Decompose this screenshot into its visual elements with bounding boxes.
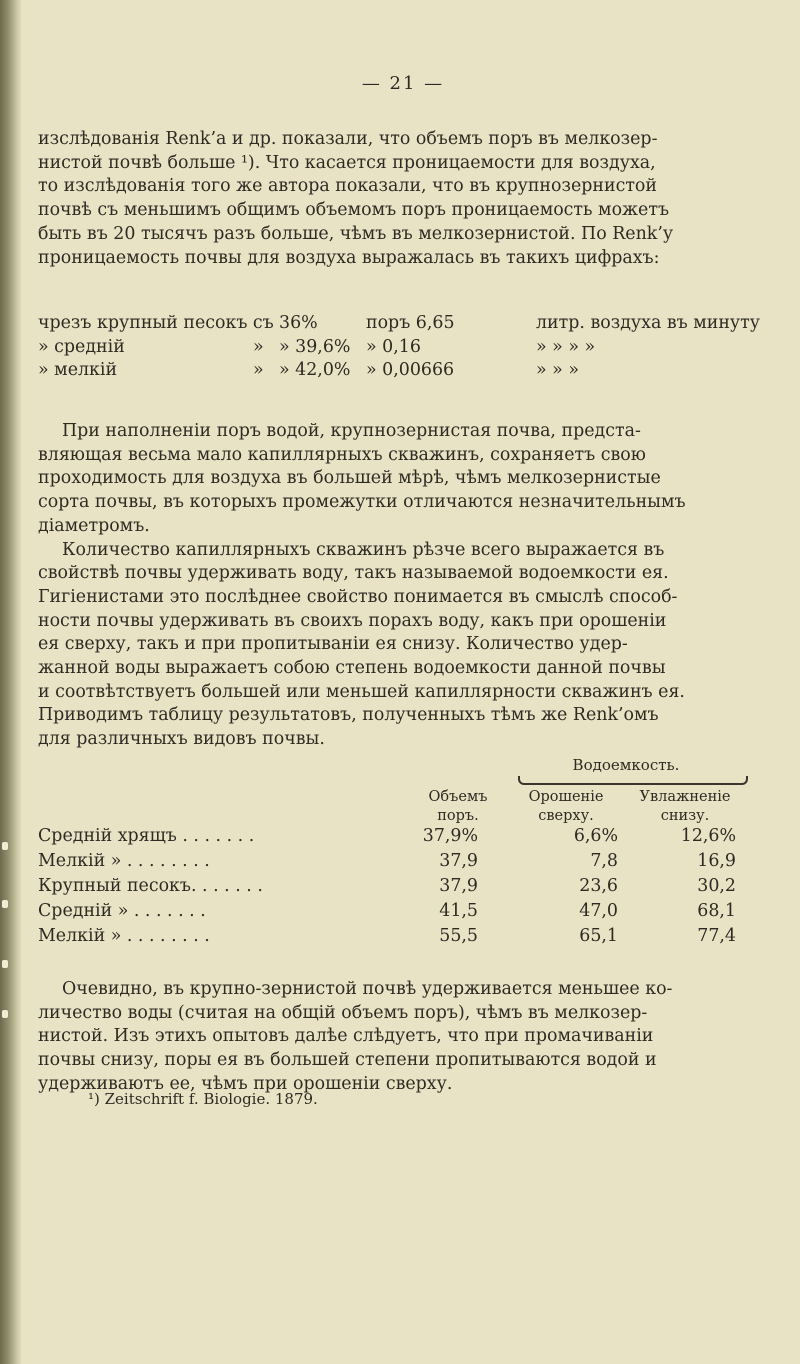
permeability-row (38, 312, 768, 336)
text-line: почвы снизу, поры ея въ большей степени пропитываются водой и (38, 1050, 657, 1071)
spine-mark (2, 960, 8, 968)
text-line: нистой. Изъ этихъ опытовъ далѣе слѣдуетъ, что при промачиваніи (38, 1026, 654, 1047)
header-line: сверху. (538, 808, 594, 824)
water-capacity-table (38, 754, 748, 949)
text-line: Очевидно, въ крупно-зернистой почвѣ удерживается меньшее ко- (62, 979, 673, 999)
text-line: Гигіенистами это послѣднее свойство понимается въ смыслѣ способ- (38, 586, 678, 607)
column-header-pores (408, 788, 508, 826)
header-line: поръ. (437, 808, 479, 824)
soil-name: Крупный песокъ. . . . . . . (38, 875, 263, 896)
header-line: Орошеніе (528, 789, 604, 805)
soil-name: Средній » . . . . . . . (38, 900, 206, 921)
header-line: Увлажненіе (639, 789, 731, 805)
text-line: то изслѣдованія того же автора показали, что въ крупнозернистой (38, 176, 657, 197)
air-volume: » 0,16 (366, 336, 421, 357)
table-row (38, 824, 748, 849)
column-header-top (510, 788, 622, 826)
bottom-value: 16,9 (697, 850, 736, 871)
soil-name: Мелкій » . . . . . . . . (38, 850, 210, 871)
text-line: и соотвѣтствуетъ большей или меньшей капиллярности скважинъ ея. (38, 681, 685, 702)
air-volume: » 0,00666 (366, 360, 455, 380)
unit-text: литр. воздуха въ минуту (536, 313, 761, 333)
table-row (38, 924, 748, 949)
pores-value: 37,9 (439, 850, 478, 871)
text-line: нистой почвѣ больше ¹). Что касается проницаемости для воздуха, (38, 152, 656, 173)
text-line: вляющая весьма мало капиллярныхъ скважинъ, сохраняетъ свою (38, 444, 646, 465)
spine-mark (2, 1010, 8, 1018)
permeability-list (38, 312, 768, 383)
pores-value: 37,9 (439, 875, 478, 896)
pore-percent: » 42,0% (279, 360, 351, 380)
pore-percent: » 39,6% (279, 336, 351, 357)
text-line: ея сверху, такъ и при пропитываніи ея снизу. Количество удер- (38, 634, 628, 655)
soil-label: » мелкій (38, 360, 118, 380)
top-value: 6,6% (573, 825, 618, 846)
ditto-mark (253, 312, 279, 336)
header-line: снизу. (660, 808, 710, 824)
bottom-value: 30,2 (697, 875, 736, 896)
text-line: почвѣ съ меньшимъ общимъ объемомъ поръ проницаемость можетъ (38, 200, 670, 221)
soil-label: » средній (38, 336, 125, 357)
brace-line (518, 776, 748, 785)
table-header (38, 754, 748, 824)
ditto-mark: » (253, 336, 264, 357)
text-line: Количество капиллярныхъ скважинъ рѣзче всего выражается въ (62, 539, 665, 560)
top-value: 65,1 (579, 925, 618, 946)
text-line: изслѣдованія Renk’а и др. показали, что объемъ поръ въ мелкозер- (38, 129, 658, 149)
footnote: ¹) Zeitschrift f. Biologie. 1879. (88, 1090, 318, 1108)
paragraph-1 (38, 128, 748, 270)
text-line: жанной воды выражаетъ собою степень водоемкости данной почвы (38, 658, 666, 679)
unit-text: » » » (536, 360, 579, 380)
group-header: Водоемкость. (572, 756, 680, 774)
text-line: свойствѣ почвы удерживать воду, такъ называемой водоемкости ея. (38, 563, 669, 584)
soil-name: Средній хрящъ . . . . . . . (38, 825, 255, 846)
soil-name: Мелкій » . . . . . . . . (38, 925, 210, 946)
text-line: ности почвы удерживать въ своихъ порахъ воду, какъ при орошеніи (38, 610, 667, 631)
text-line: личество воды (считая на общій объемъ поръ), чѣмъ въ мелкозер- (38, 1002, 648, 1023)
ditto-mark: » (253, 360, 264, 380)
bottom-value: 68,1 (697, 900, 736, 921)
text-line: сорта почвы, въ которыхъ промежутки отличаются незначительнымъ (38, 492, 686, 513)
paragraph-3 (38, 978, 748, 1097)
top-value: 47,0 (579, 900, 618, 921)
pores-value: 41,5 (439, 900, 478, 921)
text-line: Приводимъ таблицу результатовъ, полученныхъ тѣмъ же Renk’омъ (38, 705, 659, 726)
permeability-row (38, 359, 768, 383)
top-value: 23,6 (579, 875, 618, 896)
text-line: діаметромъ. (38, 515, 150, 536)
text-line: проходимость для воздуха въ большей мѣрѣ, чѣмъ мелкозернистые (38, 468, 661, 489)
spine-mark (2, 842, 8, 850)
book-spine-edge (0, 0, 22, 1364)
spine-mark (2, 900, 8, 908)
pores-value: 55,5 (439, 925, 478, 946)
soil-label: чрезъ крупный песокъ съ (38, 313, 274, 333)
bottom-value: 12,6% (680, 825, 736, 846)
text-line: При наполненіи поръ водой, крупнозернистая почва, предста- (62, 421, 641, 441)
text-line: удерживаютъ ее, чѣмъ при орошеніи сверху. (38, 1073, 453, 1094)
unit-text: » » » » (536, 336, 596, 357)
bottom-value: 77,4 (697, 925, 736, 946)
pores-value: 37,9% (422, 825, 478, 846)
header-line: Объемъ (428, 789, 488, 805)
column-header-bottom (622, 788, 748, 826)
pore-percent: 36% (279, 313, 318, 333)
paragraph-2 (38, 420, 748, 752)
table-row (38, 874, 748, 899)
air-volume: поръ 6,65 (366, 313, 455, 333)
text-line: для различныхъ видовъ почвы. (38, 729, 325, 750)
text-line: проницаемость почвы для воздуха выражалась въ такихъ цифрахъ: (38, 247, 660, 268)
page-number: — 21 — (361, 73, 445, 94)
table-row (38, 849, 748, 874)
table-row (38, 899, 748, 924)
top-value: 7,8 (590, 850, 618, 871)
permeability-row (38, 336, 768, 360)
text-line: быть въ 20 тысячъ разъ больше, чѣмъ въ мелкозернистой. По Renk’у (38, 223, 674, 244)
